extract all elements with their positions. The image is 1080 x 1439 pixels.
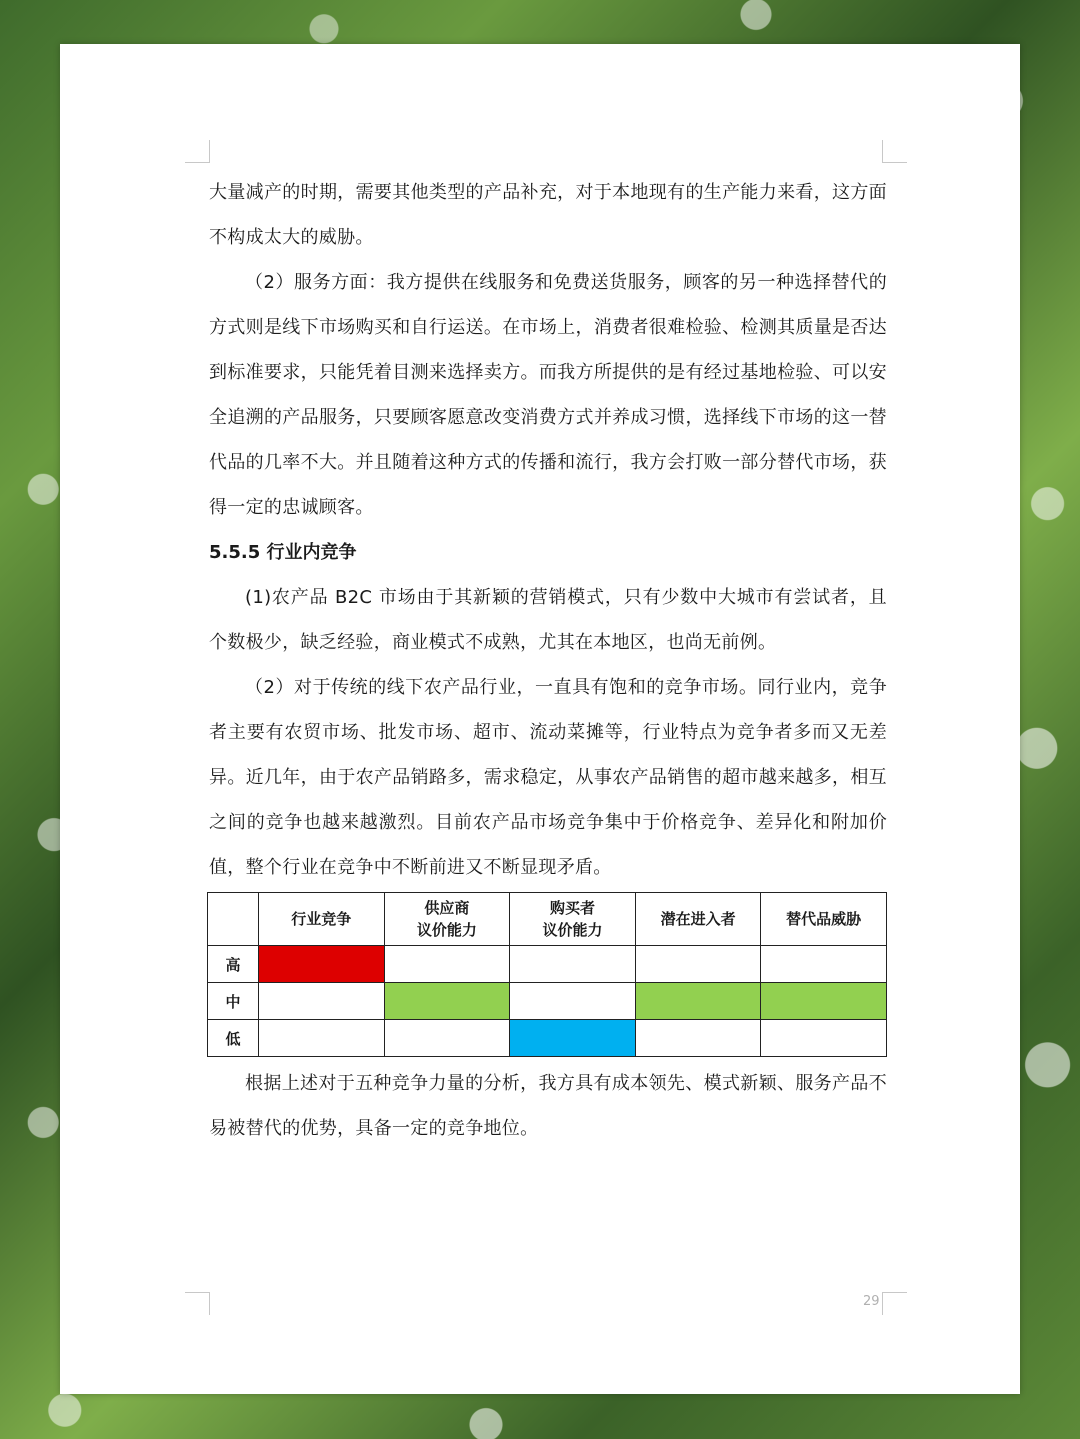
row-level-label: 高 [208, 946, 259, 983]
section-heading: 5.5.5 行业内竞争 [209, 542, 357, 563]
table-header-row [208, 893, 887, 946]
competition-table [207, 892, 887, 1057]
table-row [208, 946, 887, 983]
table-row [208, 1020, 887, 1057]
table-cell [635, 946, 761, 983]
crop-mark-top-right [882, 140, 907, 163]
document-page [60, 44, 1020, 1394]
level-indicator-cell [384, 983, 510, 1020]
table-header-cell: 行业竞争 [259, 893, 385, 946]
table-cell [259, 983, 385, 1020]
crop-mark-bottom-right [882, 1292, 907, 1315]
level-indicator-cell [510, 1020, 636, 1057]
crop-mark-top-left [185, 140, 210, 163]
page-number: 29 [863, 1294, 880, 1309]
paragraph: 大量减产的时期，需要其他类型的产品补充，对于本地现有的生产能力来看，这方面不构成太大的威胁。 [209, 182, 887, 248]
table-cell [510, 983, 636, 1020]
paragraph: 根据上述对于五种竞争力量的分析，我方具有成本领先、模式新颖、服务产品不易被替代的优势，具备一定的竞争地位。 [209, 1073, 887, 1139]
table-row [208, 983, 887, 1020]
paragraph: (1)农产品 B2C 市场由于其新颖的营销模式，只有少数中大城市有尝试者，且个数极少，缺乏经验，商业模式不成熟，尤其在本地区，也尚无前例。 [209, 587, 887, 653]
table-cell [384, 1020, 510, 1057]
level-indicator-cell [761, 983, 887, 1020]
paragraph: （2）服务方面：我方提供在线服务和免费送货服务，顾客的另一种选择替代的方式则是线下市场购买和自行运送。在市场上，消费者很难检验、检测其质量是否达到标准要求，只能凭着目测来选择卖方。而我方所提供的是有经过基地检验、可以安全追溯的产品服务，只要顾客愿意改变消费方式并养成习惯，选择线下市场的这一替代品的几率不大。并且随着这种方式的传播和流行，我方会打败一部分替代市场，获得一定的忠诚顾客。 [209, 272, 887, 518]
table-cell [384, 946, 510, 983]
table-header-cell: 供应商 议价能力 [384, 893, 510, 946]
level-indicator-cell [635, 983, 761, 1020]
table-corner-cell [208, 893, 259, 946]
table-cell [635, 1020, 761, 1057]
table-header-cell: 购买者 议价能力 [510, 893, 636, 946]
level-indicator-cell [259, 946, 385, 983]
document-body [209, 170, 887, 1151]
row-level-label: 低 [208, 1020, 259, 1057]
table-cell [259, 1020, 385, 1057]
table-header-cell: 替代品威胁 [761, 893, 887, 946]
table-header-cell: 潜在进入者 [635, 893, 761, 946]
table-cell [761, 1020, 887, 1057]
crop-mark-bottom-left [185, 1292, 210, 1315]
row-level-label: 中 [208, 983, 259, 1020]
table-cell [761, 946, 887, 983]
paragraph: （2）对于传统的线下农产品行业，一直具有饱和的竞争市场。同行业内，竞争者主要有农贸市场、批发市场、超市、流动菜摊等，行业特点为竞争者多而又无差异。近几年，由于农产品销路多，需求稳定，从事农产品销售的超市越来越多，相互之间的竞争也越来越激烈。目前农产品市场竞争集中于价格竞争、差异化和附加价值，整个行业在竞争中不断前进又不断显现矛盾。 [209, 677, 887, 878]
table-cell [510, 946, 636, 983]
